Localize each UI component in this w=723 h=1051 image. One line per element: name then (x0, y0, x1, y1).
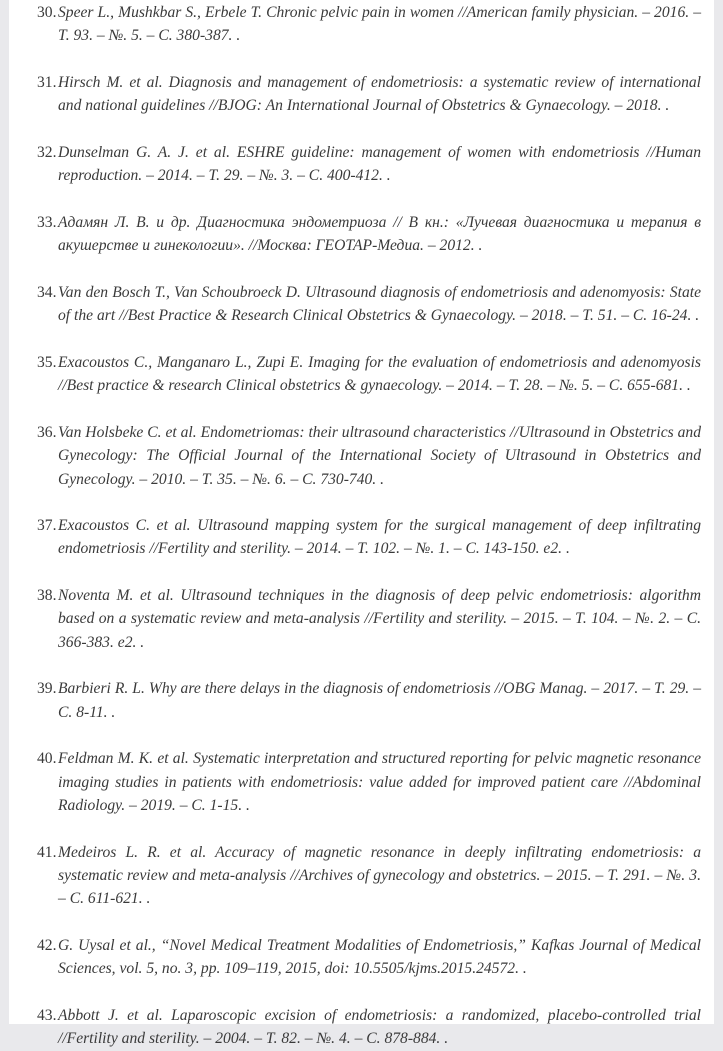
reference-39 (37, 677, 701, 724)
reference-number: 38. (37, 587, 57, 605)
reference-38 (37, 584, 701, 654)
reference-number: 30. (37, 4, 57, 21)
reference-36 (37, 421, 701, 491)
reference-text: Exacoustos C., Manganaro L., Zupi E. Imaging for the evaluation of endometriosis and adenomyosis //Best practice & research Clinical obstetrics & gynaecology. – 2014. – Т. 28. – №. 5. – С. 655-681. . (58, 353, 701, 395)
reference-text: Van Holsbeke C. et al. Endometriomas: their ultrasound characteristics //Ultrasound in Obstetrics and Gynecology: The Official Journal of the International Society of Ultrasound in Obstetrics and Gynecology. – 2010. – Т. 35. – №. 6. – С. 730-740. . (58, 423, 701, 488)
reference-number: 31. (37, 73, 57, 91)
reference-number: 41. (37, 843, 57, 861)
reference-number: 34. (37, 283, 57, 301)
reference-number: 42. (37, 937, 57, 954)
reference-number: 36. (37, 423, 57, 441)
reference-42 (37, 934, 701, 981)
reference-number: 37. (37, 517, 57, 535)
document-page (9, 0, 714, 1048)
reference-31 (37, 71, 701, 118)
reference-41 (37, 841, 701, 911)
reference-text: Dunselman G. A. J. et al. ESHRE guideline: management of women with endometriosis //Human reproduction. – 2014. – Т. 29. – №. 3. – С. 400-412. . (58, 143, 701, 185)
reference-number: 43. (37, 1006, 57, 1024)
reference-number: 32. (37, 143, 57, 161)
reference-text: Адамян Л. В. и др. Диагностика эндометриоза // В кн.: «Лучевая диагностика и терапия в акушерстве и гинекологии». //Москва: ГЕОТАР-Медиа. – 2012. . (58, 213, 701, 255)
reference-37 (37, 514, 701, 561)
reference-35 (37, 351, 701, 398)
reference-text: Feldman M. K. et al. Systematic interpretation and structured reporting for pelvic magnetic resonance imaging studies in patients with endometriosis: value added for improved patient care //Abdominal Radiology. – 2019. – С. 1-15. . (58, 750, 701, 815)
reference-number: 33. (37, 213, 57, 231)
reference-text: Barbieri R. L. Why are there delays in the diagnosis of endometriosis //OBG Manag. – 2017. – Т. 29. – С. 8-11. . (58, 680, 701, 721)
reference-text: Speer L., Mushkbar S., Erbele T. Chronic pelvic pain in women //American family physician. – 2016. – Т. 93. – №. 5. – С. 380-387. . (58, 4, 701, 45)
reference-text: Abbott J. et al. Laparoscopic excision of endometriosis: a randomized, placebo-controlled trial //Fertility and sterility. – 2004. – Т. 82. – №. 4. – С. 878-884. . (58, 1006, 701, 1048)
reference-number: 35. (37, 353, 57, 371)
reference-number: 39. (37, 680, 57, 698)
reference-43 (37, 1004, 701, 1051)
reference-text: G. Uysal et al., “Novel Medical Treatment Modalities of Endometriosis,” Kafkas Journal of Medical Sciences, vol. 5, no. 3, pp. 109–119, 2015, doi: 10.5505/kjms.2015.24572. . (58, 937, 701, 978)
reference-32 (37, 141, 701, 188)
reference-text: Exacoustos C. et al. Ultrasound mapping system for the surgical management of deep infiltrating endometriosis //Fertility and sterility. – 2014. – Т. 102. – №. 1. – С. 143-150. e2. . (58, 517, 701, 558)
reference-text: Van den Bosch T., Van Schoubroeck D. Ultrasound diagnosis of endometriosis and adenomyosis: State of the art //Best Practice & Research Clinical Obstetrics & Gynaecology. – 2018. – Т. 51. – С. 16-24. . (58, 283, 701, 325)
reference-number: 40. (37, 750, 57, 768)
reference-text: Medeiros L. R. et al. Accuracy of magnetic resonance in deeply infiltrating endometriosis: a systematic review and meta-analysis //Archives of gynecology and obstetrics. – 2015. – Т. 291. – №. 3. – С. 611-621. . (58, 843, 701, 908)
reference-40 (37, 747, 701, 817)
reference-text: Hirsch M. et al. Diagnosis and management of endometriosis: a systematic review of international and national guidelines //BJOG: An International Journal of Obstetrics & Gynaecology. – 2018. . (58, 73, 701, 115)
reference-34 (37, 281, 701, 328)
reference-33 (37, 211, 701, 258)
reference-30 (37, 1, 701, 48)
reference-text: Noventa M. et al. Ultrasound techniques in the diagnosis of deep pelvic endometriosis: algorithm based on a systematic review and meta-analysis //Fertility and sterility. – 2015. – Т. 104. – №. 2. – С. 366-383. e2. . (58, 587, 701, 651)
